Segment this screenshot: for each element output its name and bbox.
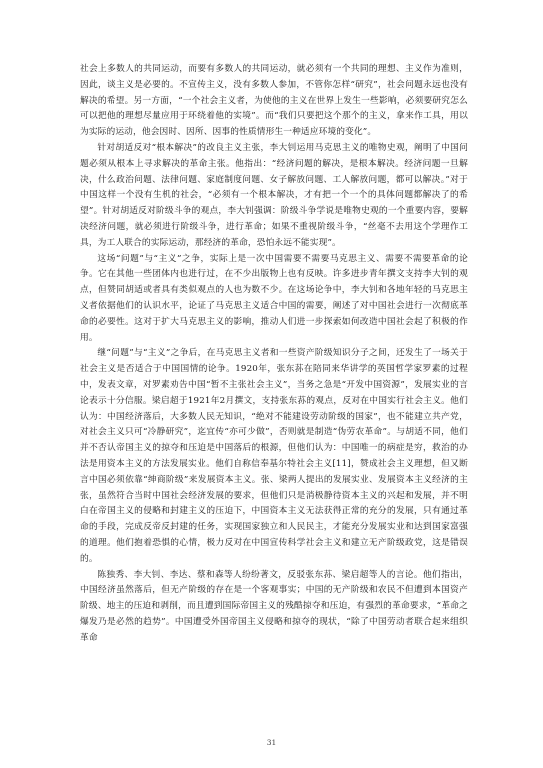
paragraph-3: 这场“问题”与“主义”之争，实际上是一次中国需要不需要马克思主义、需要不需要革命的论争。它在其他一些团体内也进行过，在不少出版物上也有反映。许多进步青年撰文支持李大钊的观点，但赞同胡适或者具有类似观点的人也为数不少。在这场论争中，李大钊和各地年轻的马克思主义者依据他们的认识水平，论证了马克思主义适合中国的需要，阐述了对中国社会进行一次彻底革命的必要性。这对于扩大马克思主义的影响，推动人们进一步探索如何改造中国社会起了积极的作用。 [80,253,468,343]
paragraph-2: 针对胡适反对“根本解决”的改良主义主张，李大钊运用马克思主义的唯物史观，阐明了中国问题必须从根本上寻求解决的革命主张。他指出：“经济问题的解决，是根本解决。经济问题一旦解决，什么政治问题、法律问题、家庭制度问题、女子解放问题、工人解放问题，都可以解决。”对于中国这样一个没有生机的社会，“必须有一个根本解决，才有把一个一个的具体问题都解决了的希望”。针对胡适反对阶级斗争的观点，李大钊强调：阶级斗争学说是唯物史观的一个重要内容，要解决经济问题，就必须进行阶级斗争，进行革命；如果不重视阶级斗争，“丝毫不去用这个学理作工具，为工人联合的实际运动，那经济的革命，恐怕永远不能实现”。 [80,142,468,248]
paragraph-4: 继“问题”与“主义”之争后，在马克思主义者和一些资产阶级知识分子之间，还发生了一场关于社会主义是否适合于中国国情的论争。1920年，张东荪在陪同来华讲学的英国哲学家罗素的过程中，发表文章，对罗素劝告中国“暂不主张社会主义”，当务之急是“开发中国资源”，发展实业的言论表示十分信服。梁启超于1921年2月撰文，支持张东荪的观点，反对在中国实行社会主义。他们认为：中国经济落后，大多数人民无知识，“绝对不能建设劳动阶级的国家”，也不能建立共产党，对社会主义只可“冷静研究”，迄宜传“亦可少做”，否则就是制造“伪劳农革命”。与胡适不同，他们并不否认帝国主义的掠夺和压迫是中国落后的根源，但他们认为：中国唯一的病症是穷，救治的办法是用资本主义的方法发展实业。他们自称信奉基尔特社会主义[11]，赞成社会主义理想，但又断言中国必须依靠“绅商阶级”来发展资本主义。张、梁两人提出的发展实业、发展资本主义经济的主张，虽然符合当时中国社会经济发展的要求，但他们只是消极静待资本主义的兴起和发展，并不明白在帝国主义的侵略和封建主义的压迫下，中国资本主义无法获得正常的充分的发展，只有通过革命的手段，完成反帝反封建的任务，实现国家独立和人民民主，才能充分发展实业和达到国家富强的道理。他们抱着恐惧的心情，极力反对在中国宣传科学社会主义和建立无产阶级政党，这是错误的。 [80,348,468,564]
page-number: 31 [266,738,277,747]
paragraph-5: 陈独秀、李大钊、李达、蔡和森等人纷纷著文，反驳张东荪、梁启超等人的言论。他们指出，中国经济虽然落后，但无产阶级的存在是一个客观事实；中国的无产阶级和农民不但遭到本国资产阶级、地主的压迫和剥削，而且遭到国际帝国主义的残酷掠夺和压迫，有强烈的革命要求，“革命之爆发乃是必然的趋势”。中国遭受外国帝国主义侵略和掠夺的现状，“除了中国劳动者联合起来组织革命 [80,569,468,643]
document-body [80,62,468,646]
paragraph-1: 社会上多数人的共同运动，而要有多数人的共同运动，就必须有一个共同的理想、主义作为准则，因此，谈主义是必要的。不宣传主义，没有多数人参加，不管你怎样“研究”，社会问题永远也没有解决的希望。另一方面，“一个社会主义者，为使他的主义在世界上发生一些影响，必须要研究怎么可以把他的理想尽量应用于环绕着他的实境”。而“我们只要把这个那个的主义，拿来作工具，用以为实际的运动，他会因时、因所、因事的性质情形生一种适应环境的变化”。 [80,64,468,138]
